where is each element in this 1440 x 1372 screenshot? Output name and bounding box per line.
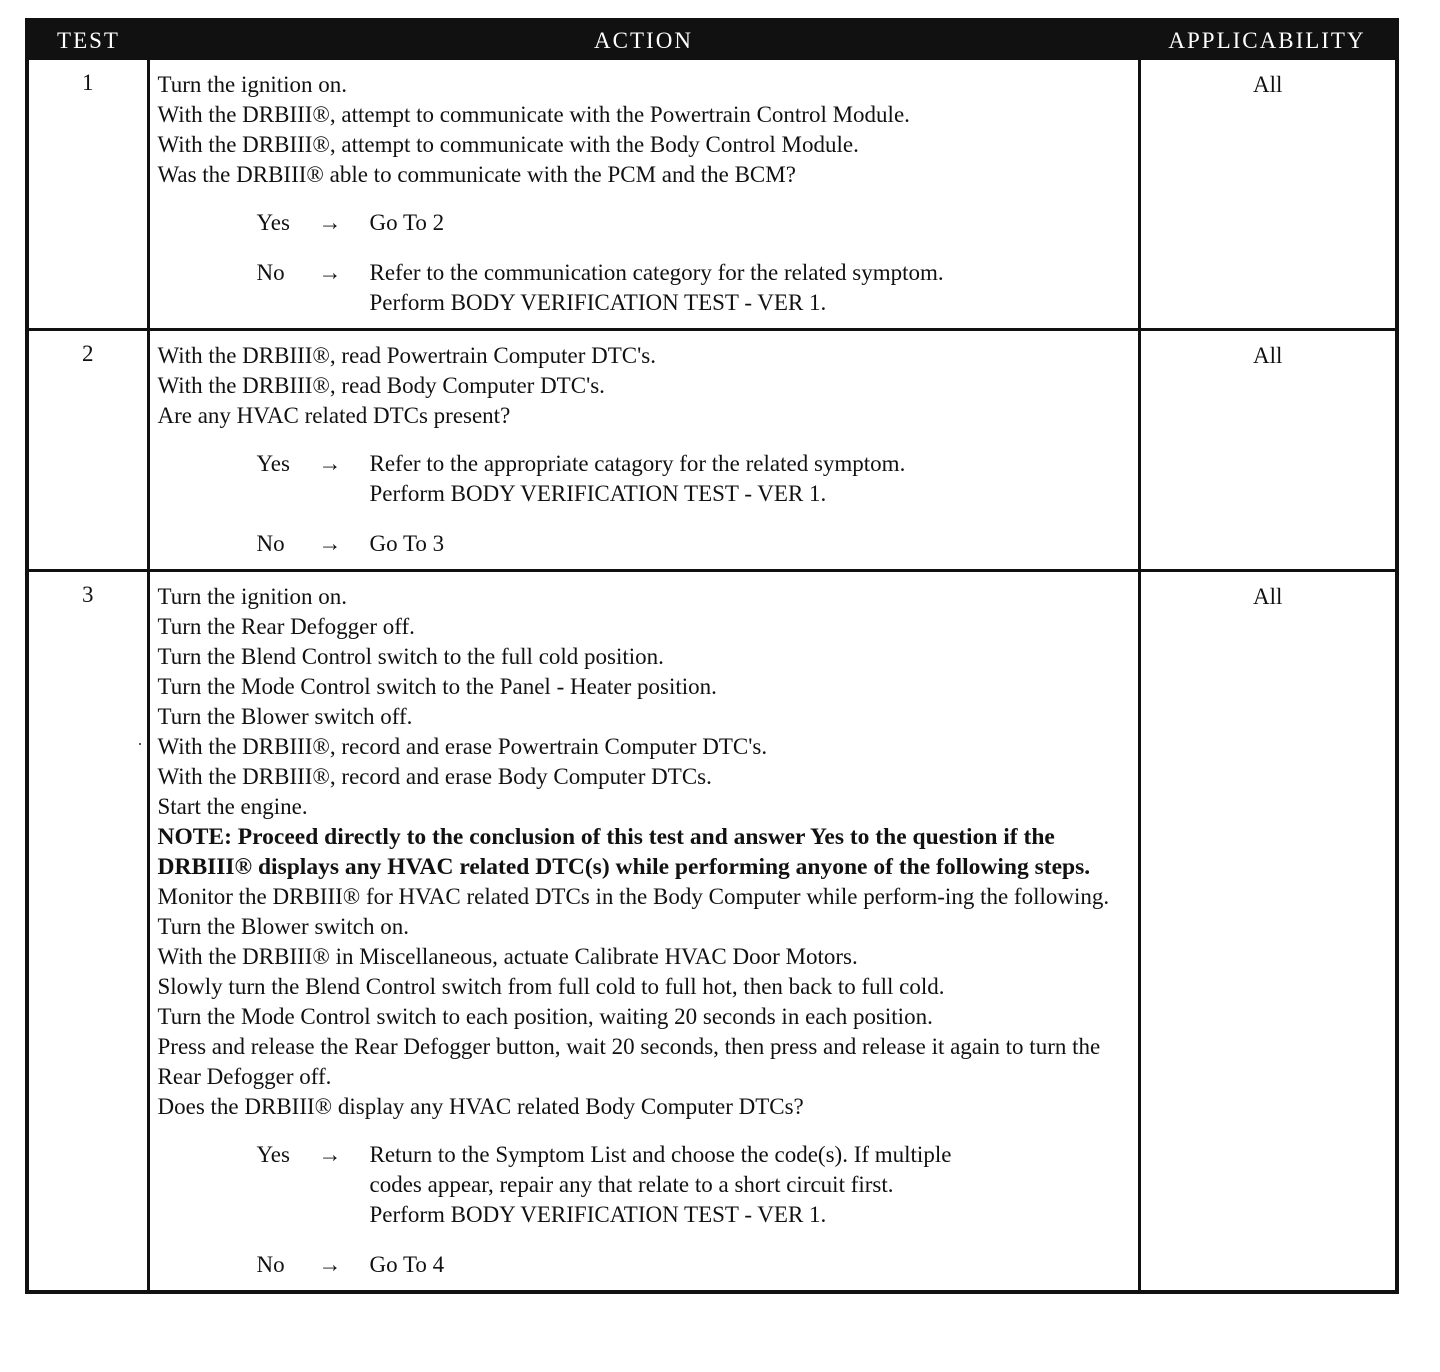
result-line: Go To 2 [369, 210, 445, 235]
yes-answer [158, 208, 1132, 238]
no-result [370, 1250, 1132, 1280]
table-row-test-1 [27, 60, 1397, 330]
result-line: Perform BODY VERIFICATION TEST - VER 1. [369, 1202, 827, 1227]
yes-result [370, 449, 1132, 509]
action-step: Turn the Mode Control switch to the Panel - Heater position. [157, 674, 717, 699]
table-header-row [27, 20, 1397, 60]
action-question: Does the DRBIII® display any HVAC related Body Computer DTCs? [157, 1094, 804, 1119]
action-cell [148, 330, 1139, 571]
action-step: With the DRBIII®, attempt to communicate with the Powertrain Control Module. [157, 102, 910, 127]
no-label: No [256, 531, 285, 556]
yes-answer [158, 449, 1132, 509]
no-result [370, 529, 1132, 559]
action-step: Turn the Mode Control switch to each position, waiting 20 seconds in each position. [157, 1004, 933, 1029]
action-step: With the DRBIII®, read Powertrain Computer DTC's. [157, 343, 656, 368]
result-line: codes appear, repair any that relate to a short circuit first. [369, 1172, 894, 1197]
action-step: With the DRBIII® in Miscellaneous, actuate Calibrate HVAC Door Motors. [157, 944, 858, 969]
action-step: Turn the ignition on. [157, 72, 348, 97]
action-step: With the DRBIII®, record and erase Powertrain Computer DTC's. [157, 734, 768, 759]
header-test: TEST [27, 20, 148, 60]
result-line: Go To 3 [369, 531, 445, 556]
action-step: Start the engine. [157, 794, 308, 819]
yes-label: Yes [256, 210, 290, 235]
result-line: Perform BODY VERIFICATION TEST - VER 1. [369, 290, 827, 315]
header-applicability: APPLICABILITY [1139, 20, 1397, 60]
arrow-icon: → [318, 531, 342, 556]
action-step: With the DRBIII®, read Body Computer DTC's. [157, 373, 605, 398]
yes-answer [158, 1140, 1132, 1230]
result-line: Refer to the communication category for the related symptom. [369, 260, 944, 285]
applicability-value: All [1139, 330, 1397, 571]
test-number: 3 [27, 571, 148, 1293]
no-answer [158, 529, 1132, 559]
arrow-icon: → [318, 451, 342, 476]
no-answer [158, 1250, 1132, 1280]
applicability-value: All [1139, 571, 1397, 1293]
no-answer [158, 258, 1132, 318]
action-cell [148, 60, 1139, 330]
arrow-icon: → [318, 1252, 342, 1277]
action-step: Turn the Rear Defogger off. [157, 614, 415, 639]
action-step: With the DRBIII®, record and erase Body Computer DTCs. [157, 764, 712, 789]
action-step: With the DRBIII®, attempt to communicate with the Body Control Module. [157, 132, 859, 157]
arrow-icon: → [318, 210, 342, 235]
arrow-icon: → [318, 1142, 342, 1167]
result-line: Go To 4 [369, 1252, 445, 1277]
table-row-test-2 [27, 330, 1397, 571]
action-step: Turn the Blower switch off. [157, 704, 413, 729]
scan-speck [139, 743, 141, 745]
result-line: Refer to the appropriate catagory for the related symptom. [369, 451, 906, 476]
yes-result [370, 208, 1132, 238]
note-text: NOTE: Proceed directly to the conclusion of this test and answer Yes to the question if the DRBIII® displays any HVAC related DTC(s) while performing anyone of the following steps. [157, 824, 1091, 880]
yes-result [370, 1140, 1132, 1230]
arrow-icon: → [318, 260, 342, 285]
table-row-test-3 [27, 571, 1397, 1293]
diagnostic-test-table [25, 18, 1399, 1294]
action-step: Monitor the DRBIII® for HVAC related DTCs in the Body Computer while perform-ing the following. [157, 884, 1110, 909]
result-line: Perform BODY VERIFICATION TEST - VER 1. [369, 481, 827, 506]
yes-label: Yes [256, 451, 290, 476]
action-step: Turn the Blower switch on. [157, 914, 410, 939]
yes-label: Yes [256, 1142, 290, 1167]
no-label: No [256, 1252, 285, 1277]
applicability-value: All [1253, 72, 1283, 97]
no-label: No [256, 260, 285, 285]
action-question: Was the DRBIII® able to communicate with the PCM and the BCM? [157, 162, 796, 187]
action-step: Turn the ignition on. [157, 584, 348, 609]
action-step: Press and release the Rear Defogger button, wait 20 seconds, then press and release it again to turn the Rear Defogger off. [157, 1034, 1101, 1089]
action-step: Slowly turn the Blend Control switch from full cold to full hot, then back to full cold. [157, 974, 945, 999]
action-cell [148, 571, 1139, 1293]
result-line: Return to the Symptom List and choose the code(s). If multiple [369, 1142, 952, 1167]
action-step: Turn the Blend Control switch to the full cold position. [157, 644, 664, 669]
test-number: 1 [82, 70, 94, 95]
action-question: Are any HVAC related DTCs present? [157, 403, 511, 428]
header-action: ACTION [148, 20, 1139, 60]
no-result [370, 258, 1132, 318]
test-number: 2 [27, 330, 148, 571]
